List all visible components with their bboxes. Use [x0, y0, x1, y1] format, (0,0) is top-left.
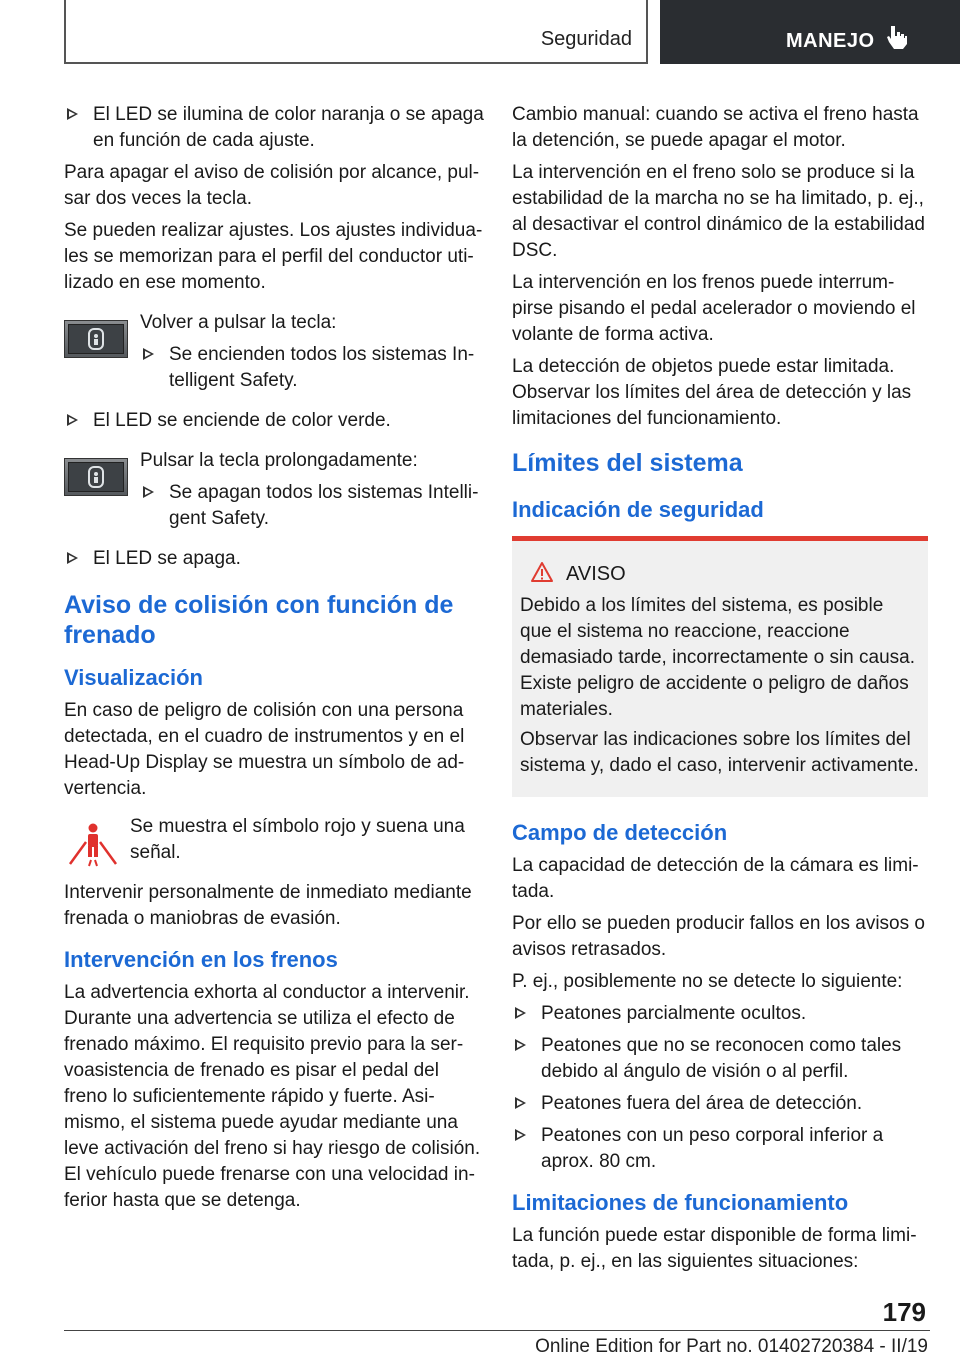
triangle-bullet-icon — [67, 414, 78, 426]
warning-triangle-icon — [530, 561, 554, 583]
left-column — [64, 102, 484, 1220]
paragraph: P. ej., posiblemente no se detecte lo siguiente: — [512, 971, 903, 992]
key-instruction — [64, 310, 484, 394]
list-item-text: Se encienden todos los sistemas Intelligent Safety. — [169, 344, 475, 391]
symbol-instruction — [64, 814, 484, 866]
paragraph: La detección de objetos puede estar limitada. Observar los límites del área de detección y las limitaciones del funcionamiento. — [512, 356, 912, 429]
hand-pointer-icon — [886, 24, 908, 55]
list-item-text: El LED se apaga. — [93, 548, 241, 569]
list-item — [512, 1033, 928, 1085]
footer-divider — [64, 1330, 930, 1331]
list-item — [64, 102, 484, 154]
triangle-bullet-icon — [515, 1007, 526, 1019]
subsection-heading: Campo de detección — [512, 820, 728, 845]
symbol-instruction-text: Se muestra el símbolo rojo y suena una señal. — [130, 816, 465, 863]
section-heading: Límites del sistema — [512, 449, 743, 477]
key-instruction — [64, 448, 484, 532]
list-item — [140, 480, 484, 532]
list-item — [64, 408, 484, 434]
list-item-text: Peatones parcialmente ocultos. — [541, 1003, 807, 1024]
list-item-text: Peatones fuera del área de detección. — [541, 1093, 863, 1114]
list-item — [512, 1001, 928, 1027]
paragraph: Cambio manual: cuando se activa el freno hasta la detención, se puede apagar el motor. — [512, 104, 919, 151]
section-heading: Aviso de colisión con función de frenado — [64, 591, 454, 649]
list-item — [512, 1123, 928, 1175]
subsection-heading: Indicación de seguridad — [512, 497, 764, 522]
list-item-text: El LED se ilumina de color naranja o se apaga en función de cada ajuste. — [93, 104, 484, 151]
key-instruction-text: Volver a pulsar la tecla: — [140, 312, 337, 333]
list-item — [140, 342, 484, 394]
footer-edition: Online Edition for Part no. 01402720384 - II/19 — [535, 1336, 928, 1357]
warning-text: Observar las indicaciones sobre los límites del sistema y, dado el caso, intervenir activamente. — [520, 729, 919, 776]
paragraph: Se pueden realizar ajustes. Los ajustes individuales se memorizan para el perfil del conductor utilizado en ese momento. — [64, 220, 483, 293]
paragraph: Por ello se pueden producir fallos en los avisos o avisos retrasados. — [512, 913, 925, 960]
triangle-bullet-icon — [67, 552, 78, 564]
intelligent-safety-button-icon — [64, 320, 128, 358]
subsection-heading: Limitaciones de funcionamiento — [512, 1190, 849, 1215]
header-chapter-tab — [660, 0, 960, 64]
paragraph: La intervención en el freno solo se produce si la estabilidad de la marcha no se ha limitado, p. ej., al desactivar el control dinámico de la estabilidad DSC. — [512, 162, 925, 261]
warning-title-text: AVISO — [566, 563, 626, 585]
paragraph: La intervención en los frenos puede interrumpirse pisando el pedal acelerador o moviendo el volante de forma activa. — [512, 272, 916, 345]
triangle-bullet-icon — [67, 108, 78, 120]
warning-box — [512, 536, 928, 797]
subsection-heading: Intervención en los frenos — [64, 947, 338, 972]
key-instruction-text: Pulsar la tecla prolongadamente: — [140, 450, 418, 471]
header-section-title: Seguridad — [540, 28, 632, 50]
warning-text: Debido a los límites del sistema, es posible que el sistema no reaccione, reaccione demasiado tarde, incorrectamente o sin causa. Existe peligro de accidente o peligro de daños materiales. — [520, 595, 915, 720]
pedestrian-warning-icon — [66, 822, 120, 868]
paragraph: En caso de peligro de colisión con una persona detectada, en el cuadro de instrumentos y en el Head-Up Display se muestra un símbolo de advertencia. — [64, 700, 465, 799]
header-chapter-label: MANEJO — [786, 30, 875, 52]
header-section-box — [64, 0, 648, 64]
warning-title — [520, 561, 920, 587]
subsection-heading: Visualización — [64, 665, 203, 690]
triangle-bullet-icon — [143, 348, 154, 360]
paragraph: La capacidad de detección de la cámara es limitada. — [512, 855, 919, 902]
triangle-bullet-icon — [515, 1039, 526, 1051]
paragraph: La advertencia exhorta al conductor a intervenir. Durante una advertencia se utiliza el efecto de frenado máximo. El requisito previo para la servoasistencia de frenado es pisar el pedal del freno lo suficientemente rápido y fuerte. Asimismo, el sistema puede ayudar mediante una leve activación del freno si hay riesgo de colisión. El vehículo puede frenarse con una velocidad inferior hasta que se detenga. — [64, 982, 481, 1211]
list-item — [512, 1091, 928, 1117]
paragraph: La función puede estar disponible de forma limitada, p. ej., en las siguientes situaciones: — [512, 1225, 917, 1272]
paragraph: Intervenir personalmente de inmediato mediante frenada o maniobras de evasión. — [64, 882, 472, 929]
triangle-bullet-icon — [515, 1129, 526, 1141]
right-column — [512, 102, 928, 1281]
list-item-text: El LED se enciende de color verde. — [93, 410, 391, 431]
list-item — [64, 546, 484, 572]
triangle-bullet-icon — [143, 486, 154, 498]
list-item-text: Peatones que no se reconocen como tales debido al ángulo de visión o al perfil. — [541, 1035, 902, 1082]
list-item-text: Se apagan todos los sistemas Intelligent Safety. — [169, 482, 479, 529]
intelligent-safety-button-icon — [64, 458, 128, 496]
paragraph: Para apagar el aviso de colisión por alcance, pulsar dos veces la tecla. — [64, 162, 480, 209]
page-number: 179 — [882, 1297, 926, 1327]
list-item-text: Peatones con un peso corporal inferior a aprox. 80 cm. — [541, 1125, 884, 1172]
triangle-bullet-icon — [515, 1097, 526, 1109]
